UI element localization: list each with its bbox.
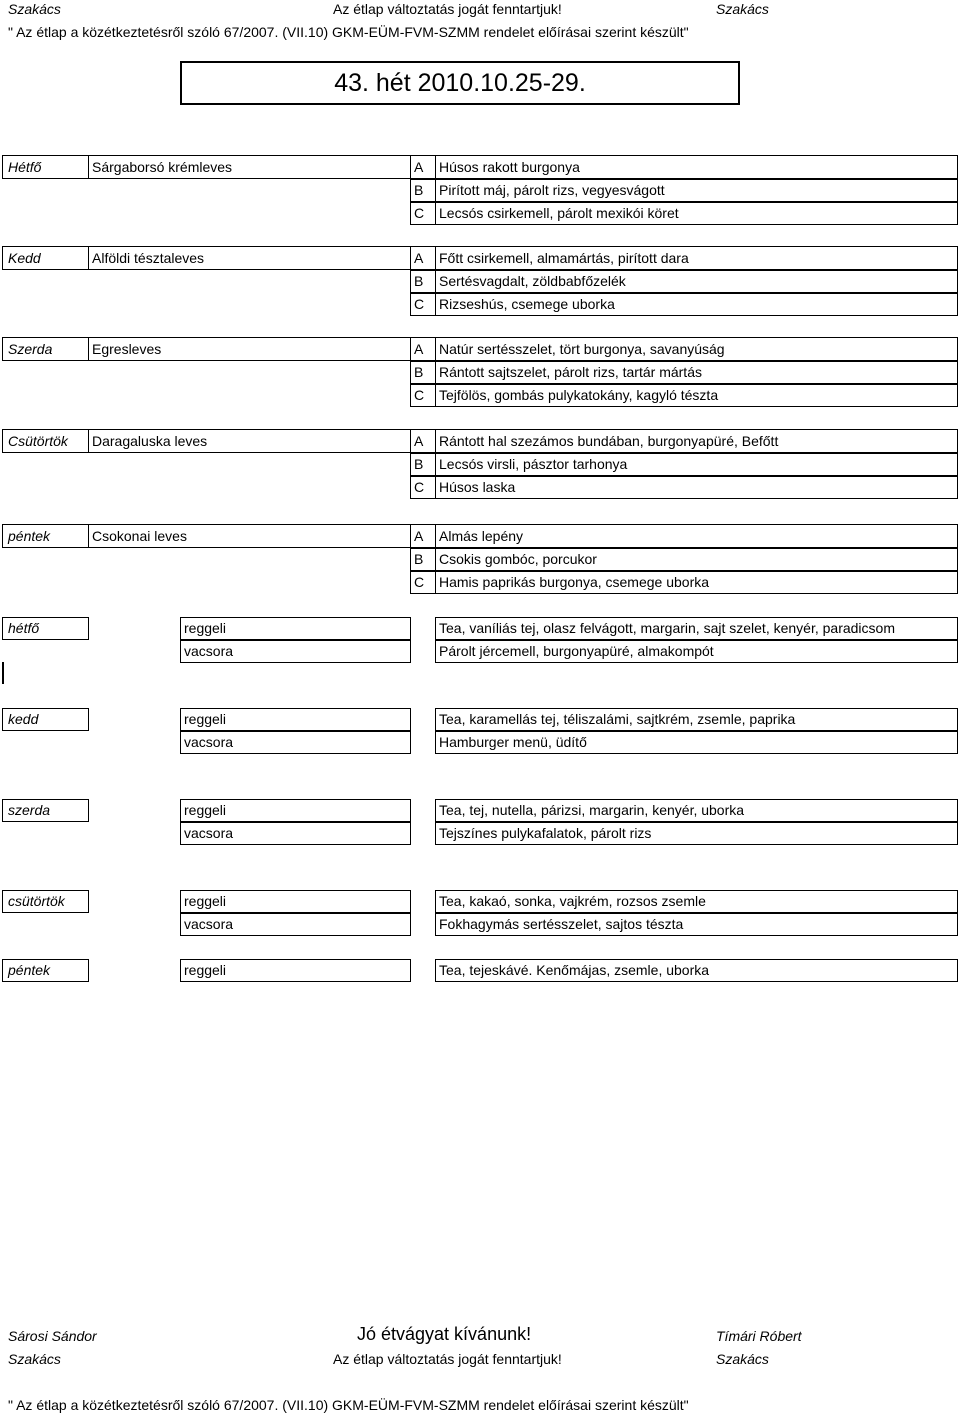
option-letter: A [414,433,424,449]
meal-type: vacsora [184,916,234,932]
footer-name-right: Tímári Róbert [716,1328,802,1344]
day-label: Szerda [8,341,53,357]
meal-description: Párolt jércemell, burgonyapüré, almakompót [439,643,714,659]
dish-name: Rántott hal szezámos bundában, burgonyapüré, Befőtt [439,433,779,449]
footer-name-left: Sárosi Sándor [8,1328,97,1344]
footer-wish: Jó étvágyat kívánunk! [357,1324,532,1344]
meal-type: reggeli [184,962,227,978]
dish-name: Főtt csirkemell, almamártás, pirított dara [439,250,689,266]
dish-name: Sertésvagdalt, zöldbabfőzelék [439,273,626,289]
dish-name: Rántott sajtszelet, párolt rizs, tartár mártás [439,364,702,380]
option-letter: C [414,296,425,312]
day-label: Hétfő [8,159,42,175]
option-letter: C [414,387,425,403]
option-letter: B [414,182,424,198]
day-label: péntek [8,528,51,544]
meal-description: Tejszínes pulykafalatok, párolt rizs [439,825,652,841]
week-title: 43. hét 2010.10.25-29. [180,61,740,105]
option-letter: C [414,205,425,221]
dish-name: Hamis paprikás burgonya, csemege uborka [439,574,710,590]
meal-type: vacsora [184,643,234,659]
dish-name: Csokis gombóc, porcukor [439,551,597,567]
footer-notice: Az étlap változtatás jogát fenntartjuk! [333,1351,562,1367]
meal-description: Tea, vaníliás tej, olasz felvágott, margarin, sajt szelet, kenyér, paradicsom [439,620,895,636]
dish-name: Húsos rakott burgonya [439,159,580,175]
meal-type: reggeli [184,711,227,727]
meal-description: Tea, tej, nutella, párizsi, margarin, kenyér, uborka [439,802,745,818]
soup-name: Sárgaborsó krémleves [92,159,233,175]
day-label: hétfő [8,620,40,636]
dish-name: Húsos laska [439,479,516,495]
day-label: szerda [8,802,51,818]
dish-name: Lecsós virsli, pásztor tarhonya [439,456,628,472]
option-letter: A [414,159,424,175]
day-label: kedd [8,711,39,727]
footer-cook-left: Szakács [8,1351,61,1367]
option-letter: A [414,341,424,357]
option-letter: B [414,456,424,472]
header-cook-left: Szakács [8,1,61,17]
day-label: Kedd [8,250,41,266]
day-label: csütörtök [8,893,65,909]
header-cook-right: Szakács [716,1,769,17]
soup-name: Egresleves [92,341,162,357]
dish-name: Rizseshús, csemege uborka [439,296,615,312]
footer-decree: " Az étlap a közétkeztetésről szóló 67/2007. (VII.10) GKM-EÜM-FVM-SZMM rendelet előírásai szerint készült" [8,1397,689,1413]
soup-name: Csokonai leves [92,528,187,544]
dish-name: Tejfölös, gombás pulykatokány, kagyló tészta [439,387,719,403]
meal-description: Tea, tejeskávé. Kenőmájas, zsemle, uborka [439,962,710,978]
dish-name: Natúr sertésszelet, tört burgonya, savanyúság [439,341,725,357]
meal-description: Tea, karamellás tej, téliszalámi, sajtkrém, zsemle, paprika [439,711,796,727]
footer-cook-right: Szakács [716,1351,769,1367]
soup-name: Alföldi tésztaleves [92,250,205,266]
meal-type: vacsora [184,825,234,841]
header-notice: Az étlap változtatás jogát fenntartjuk! [333,1,562,17]
meal-description: Fokhagymás sertésszelet, sajtos tészta [439,916,684,932]
option-letter: A [414,528,424,544]
dish-name: Pirított máj, párolt rizs, vegyesvágott [439,182,665,198]
dish-name: Almás lepény [439,528,524,544]
option-letter: B [414,273,424,289]
option-letter: C [414,479,425,495]
option-letter: A [414,250,424,266]
soup-name: Daragaluska leves [92,433,208,449]
option-letter: B [414,364,424,380]
option-letter: C [414,574,425,590]
meal-type: reggeli [184,893,227,909]
day-label: péntek [8,962,51,978]
divider-mark [2,662,4,684]
meal-type: vacsora [184,734,234,750]
meal-description: Hamburger menü, üdítő [439,734,587,750]
meal-type: reggeli [184,802,227,818]
option-letter: B [414,551,424,567]
header-decree: " Az étlap a közétkeztetésről szóló 67/2007. (VII.10) GKM-EÜM-FVM-SZMM rendelet előírásai szerint készült" [8,24,689,40]
day-label: Csütörtök [8,433,68,449]
meal-description: Tea, kakaó, sonka, vajkrém, rozsos zsemle [439,893,706,909]
meal-type: reggeli [184,620,227,636]
dish-name: Lecsós csirkemell, párolt mexikói köret [439,205,679,221]
